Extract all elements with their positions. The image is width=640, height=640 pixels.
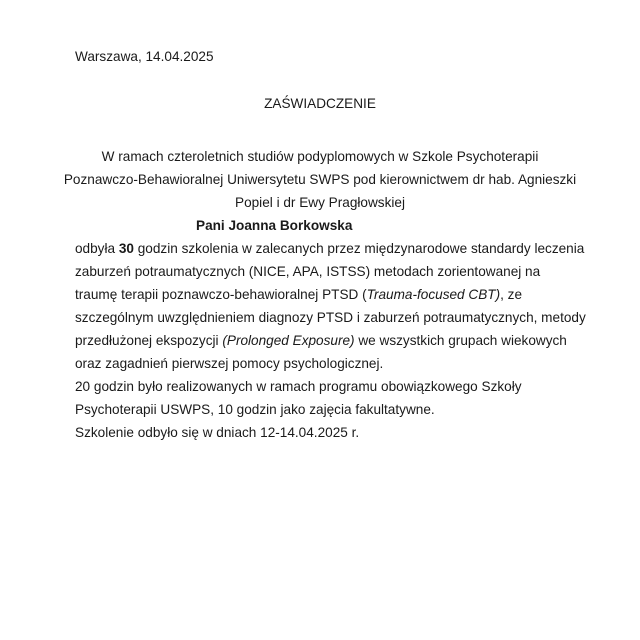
hours-count: 30: [118, 241, 134, 256]
intro-line-1: W ramach czteroletnich studiów podyplomowych w Szkole Psychoterapii: [101, 149, 539, 164]
prolonged-exposure-term: (Prolonged Exposure): [222, 333, 355, 348]
body-line-4: szczególnym uwzględnieniem diagnozy PTSD i zaburzeń potraumatycznych, metody: [75, 310, 586, 325]
body-line-3-suffix: , ze: [500, 287, 523, 302]
body-line-6: oraz zagadnień pierwszej pomocy psychologicznej.: [75, 356, 384, 371]
intro-line-2: Poznawczo-Behawioralnej Uniwersytetu SWPS pod kierownictwem dr hab. Agnieszki: [63, 172, 577, 187]
body-line-3: [75, 287, 522, 303]
place-and-date: Warszawa, 14.04.2025: [75, 49, 214, 64]
body-line-3-prefix: traumę terapii poznawczo-behawioralnej PTSD (: [75, 287, 367, 302]
body-line-5-suffix: we wszystkich grupach wiekowych: [354, 333, 567, 348]
body-line-9: Szkolenie odbyło się w dniach 12-14.04.2025 r.: [75, 425, 360, 440]
body-line-8: Psychoterapii USWPS, 10 godzin jako zajęcia fakultatywne.: [75, 402, 435, 417]
body-line-1: [75, 241, 584, 257]
intro-line-3: Popiel i dr Ewy Pragłowskiej: [235, 195, 405, 210]
body-line-1-prefix: odbyła: [75, 241, 119, 256]
trauma-focused-cbt-term: Trauma-focused CBT): [366, 287, 501, 302]
body-line-7: 20 godzin było realizowanych w ramach programu obowiązkowego Szkoły: [75, 379, 522, 394]
body-line-5-prefix: przedłużonej ekspozycji: [75, 333, 223, 348]
recipient-name: Pani Joanna Borkowska: [196, 218, 353, 233]
body-line-5: [75, 333, 567, 349]
body-line-1-suffix: godzin szkolenia w zalecanych przez międzynarodowe standardy leczenia: [133, 241, 585, 256]
body-line-2: zaburzeń potraumatycznych (NICE, APA, ISTSS) metodach zorientowanej na: [75, 264, 541, 279]
document-title: ZAŚWIADCZENIE: [264, 96, 376, 111]
